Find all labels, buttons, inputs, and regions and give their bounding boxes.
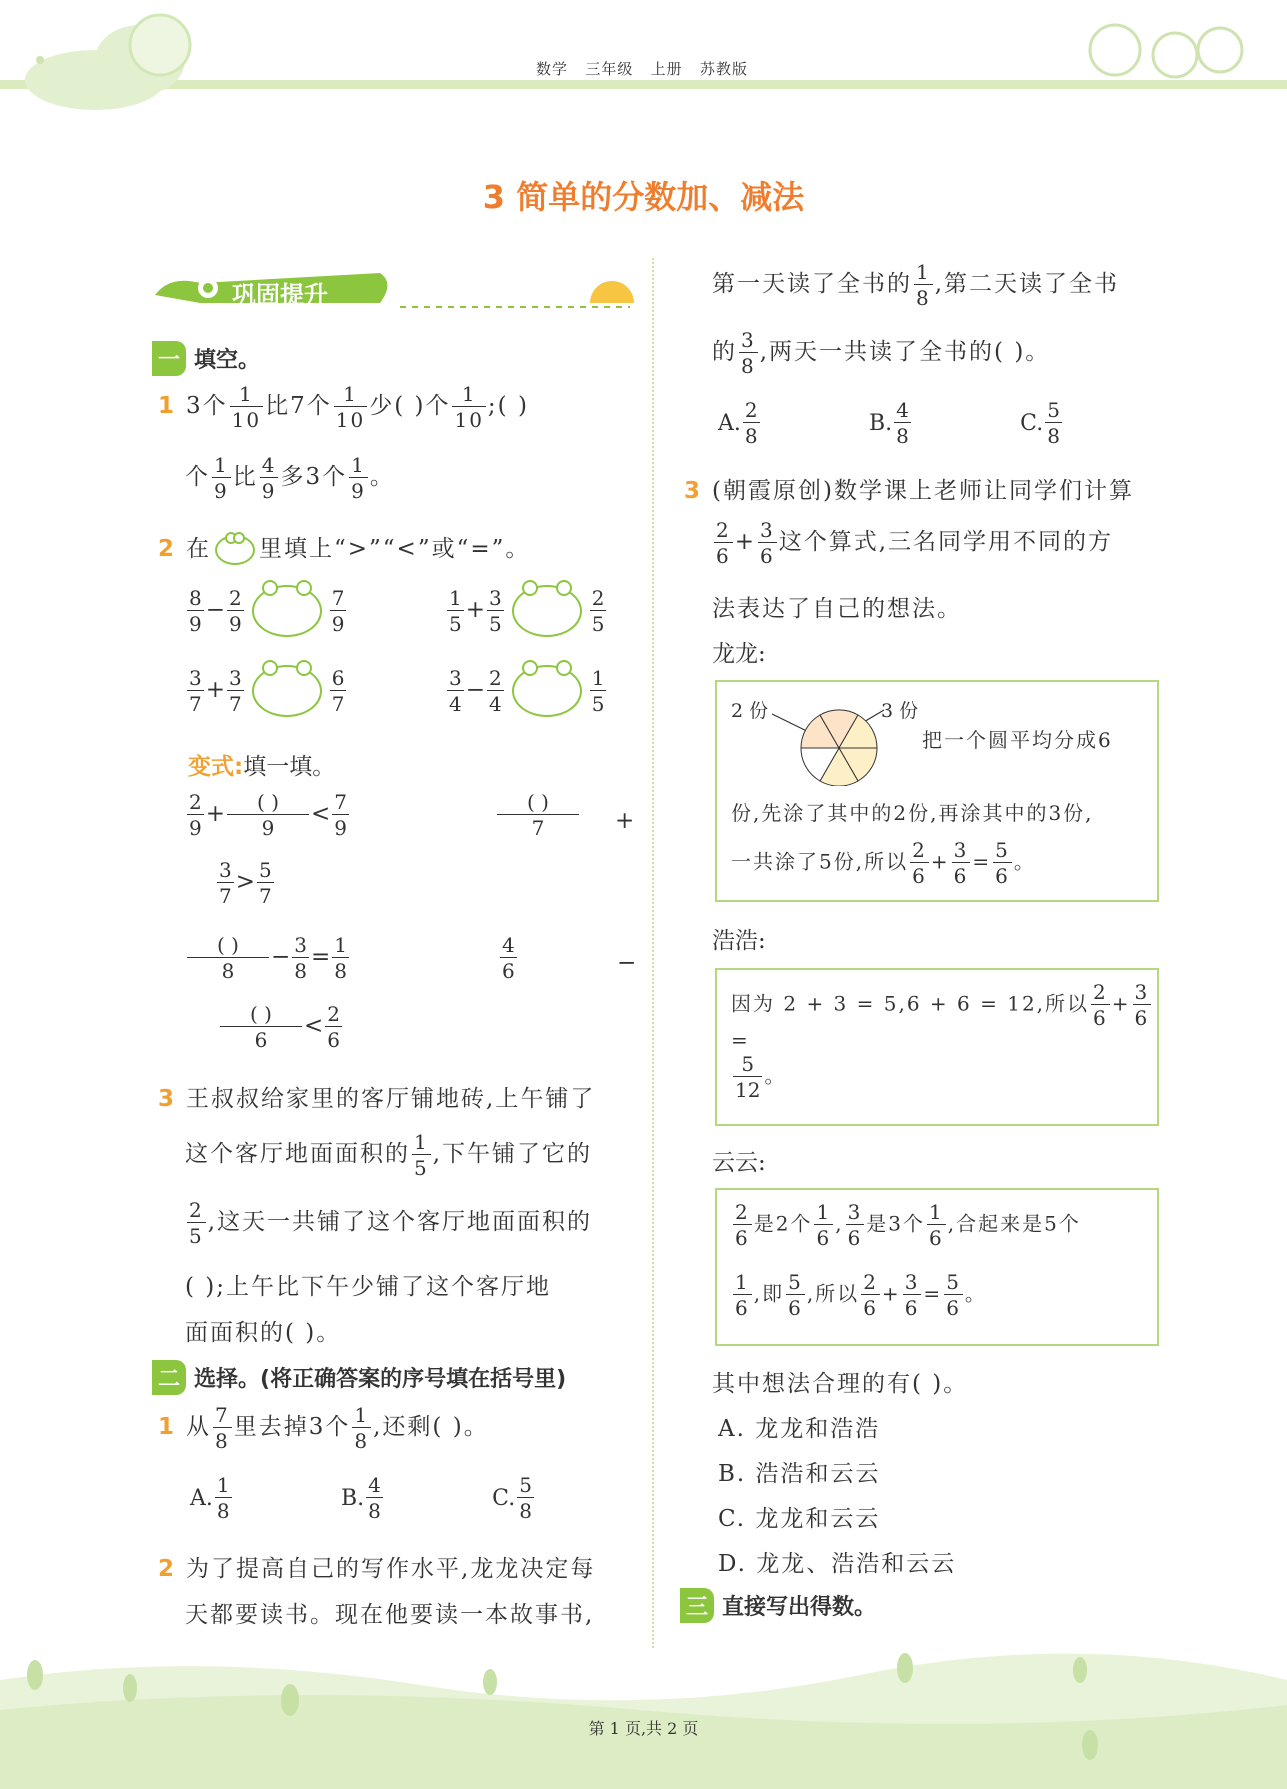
c2-option-c[interactable]: C. 5 8 [1020,398,1060,448]
compare-2: $\frac{1}{5}$ + $\frac{3}{5}$ $\frac{2}{5}$ [449,586,605,636]
variant-2a: ( ) 7 [495,792,581,838]
compare-input-4[interactable] [512,665,582,717]
compare-4: $\frac{3}{4}$ − $\frac{2}{4}$ $\frac{1}{5}$ [449,666,605,716]
q1-line2: 个 $\frac{1}{9}$ 比 $\frac{4}{9}$ 多3个 $\frac{1}{9}$ 。 [185,453,395,503]
c2-line2: 天都要读书。现在他要读一本故事书, [185,1602,595,1628]
q3-line2: 这个客厅地面面积的 $\frac{1}{5}$ ,下午铺了它的 [185,1130,593,1180]
variant-4a: $\frac{4}{6}$ [502,933,515,983]
column-divider [652,258,654,1648]
longlong-label: 龙龙: [712,641,766,667]
footer-decoration [0,1640,1287,1789]
section-1-header: 一 填空。 [152,341,260,376]
compare-3: $\frac{3}{7}$ + $\frac{3}{7}$ $\frac{6}{7}$ [189,666,345,716]
q3-line5: 面面积的( )。 [185,1320,342,1346]
c3-line3: 法表达了自己的想法。 [712,596,962,622]
q3-line4: ( );上午比下午少铺了这个客厅地 [185,1274,552,1300]
section-3-header: 三 直接写出得数。 [680,1588,876,1623]
c2-line1: 2 为了提高自己的写作水平,龙龙决定每 [158,1556,596,1582]
c1-line: 1 从 $\frac{7}{8}$ 里去掉3个 $\frac{1}{8}$ ,还剩( )。 [158,1403,489,1453]
page-title: 3 简单的分数加、减法 [482,178,805,216]
c2-line3: 第一天读了全书的 $\frac{1}{8}$ ,第二天读了全书 [712,260,1120,310]
c1-option-c[interactable]: C. 5 8 [492,1473,532,1523]
haohao-box: 因为 2 + 3 = 5,6 + 6 = 12,所以 $\frac{2}{6}$ + $\frac{3}{6}$ = $\frac{5}{12}$ 。 [715,968,1159,1126]
c3-line1: 3 (朝霞原创)数学课上老师让同学们计算 [684,478,1134,504]
q1-line1: 1 3个 $\frac{1}{10}$ 比7个 $\frac{1}{10}$ 少( )个 $\frac{1}{10}$ ;( ) [158,382,529,432]
longlong-box: 2 份 3 份 把一个圆平均分成6 份,先涂了其中的2份,再涂其中的3份, 一共涂了5份,所以 $\frac{2}{6}$ + $\frac{3}{6}$ = $\frac{5}{6}$ 。 [715,680,1159,902]
compare-1: $\frac{8}{9}$ − $\frac{2}{9}$ $\frac{7}{9}$ [189,586,345,636]
variant-4b: ( ) 6 < $\frac{2}{6}$ [218,1004,344,1050]
variant-line: 变式:填一填。 [188,754,336,780]
variant-2b: $\frac{3}{7}$ > $\frac{5}{7}$ [219,858,272,908]
banner-title: 巩固提升 [232,281,328,309]
header-info: 数学 三年级 上册 苏教版 [536,60,748,78]
c3-option-b[interactable]: B. 浩浩和云云 [718,1461,881,1487]
q3-line1: 3 王叔叔给家里的客厅铺地砖,上午铺了 [158,1086,596,1112]
c3-option-d[interactable]: D. 龙龙、浩浩和云云 [718,1551,957,1577]
frog-circle-icon [215,535,255,565]
variant-3: ( ) 8 − $\frac{3}{8}$ = $\frac{1}{8}$ [185,935,351,981]
c1-option-b[interactable]: B. 4 8 [340,1473,381,1523]
c3-option-a[interactable]: A. 龙龙和浩浩 [718,1416,881,1442]
c2-option-a[interactable]: A. 2 8 [718,398,758,448]
yunyun-label: 云云: [712,1150,766,1176]
variant-2-plus: + [615,808,635,834]
page-footer: 第 1 页,共 2 页 [588,1719,699,1738]
yunyun-box: $\frac{2}{6}$ 是2个 $\frac{1}{6}$ , $\frac{3}{6}$ 是3个 $\frac{1}{6}$ ,合起来是5个 $\frac{1}{6}$ ,即 $\frac{5}{6}$ ,所以 $\frac{2}{6}$ + $\frac{3}{6}$ = $\frac{5}{6}$ 。 [715,1188,1159,1346]
c3-ask: 其中想法合理的有( )。 [712,1371,969,1397]
banner-decoration [150,255,640,315]
c2-option-b[interactable]: B. 4 8 [868,398,909,448]
haohao-label: 浩浩: [712,928,766,954]
q2-line: 2 在 里填上“>”“<”或“=”。 [158,530,530,565]
q3-line3: $\frac{2}{5}$ ,这天一共铺了这个客厅地面面积的 [189,1198,593,1248]
section-2-header: 二 选择。(将正确答案的序号填在括号里) [152,1360,566,1395]
variant-4-minus: − [617,950,637,976]
compare-input-2[interactable] [512,585,582,637]
compare-input-3[interactable] [252,665,322,717]
c3-line2: $\frac{2}{6}$ + $\frac{3}{6}$ 这个算式,三名同学用不同的方 [716,518,1114,568]
circle-diagram [772,696,892,786]
c3-option-c[interactable]: C. 龙龙和云云 [718,1506,881,1532]
c1-options [190,1475,536,1521]
compare-input-1[interactable] [252,585,322,637]
c2-line4: 的 $\frac{3}{8}$ ,两天一共读了全书的( )。 [712,328,1051,378]
variant-1: $\frac{2}{9}$ + ( ) 9 < $\frac{7}{9}$ [189,790,348,840]
c1-option-a[interactable]: A. 1 8 [190,1473,230,1523]
c2-options [718,400,1064,446]
